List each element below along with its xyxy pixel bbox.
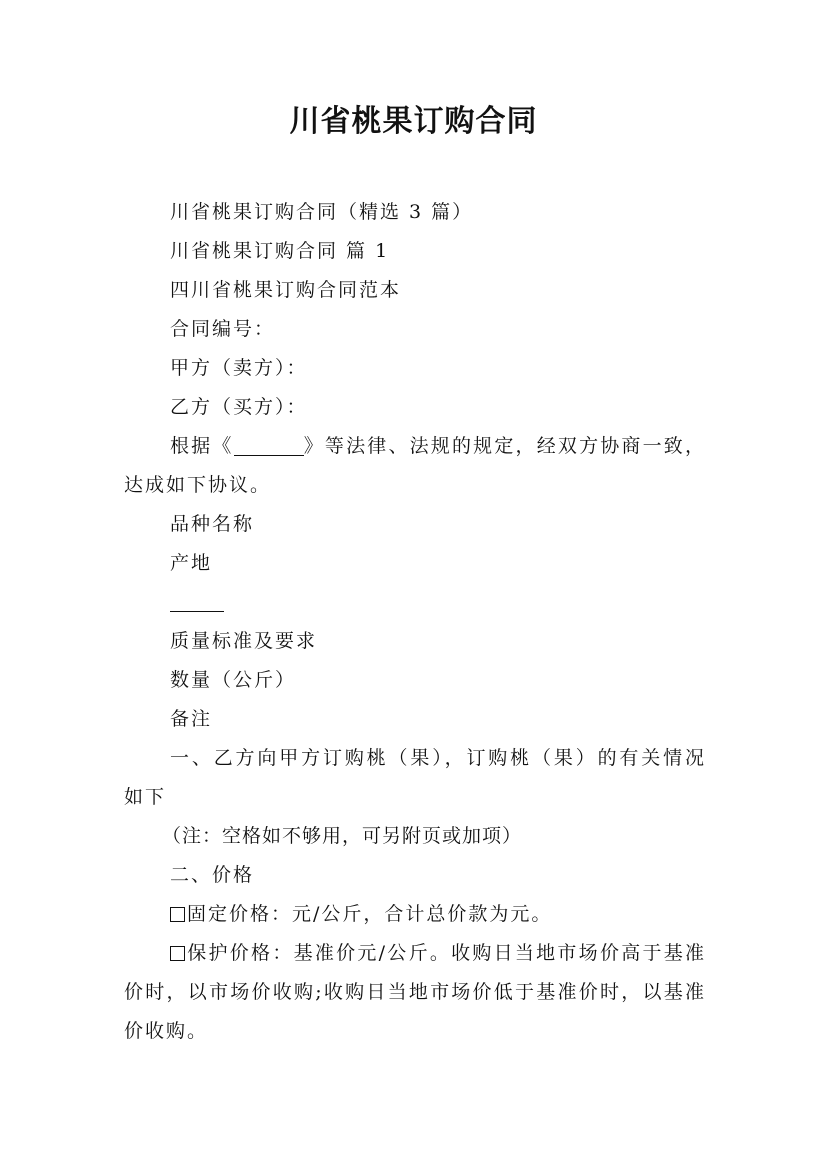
field-quantity: 数量（公斤） [170,669,297,691]
protect-price-checkbox[interactable] [170,946,185,961]
clause-one: 一、乙方向甲方订购桃（果），订购桃（果）的有关情况如下 [124,747,706,808]
paragraph-template-title: 四川省桃果订购合同范本 [170,279,402,301]
clause-note: （注：空格如不够用，可另附页或加项） [162,825,523,847]
field-remarks: 备注 [170,708,213,730]
fixed-price-text: 固定价格：元/公斤，合计总价款为元。 [187,903,553,925]
field-quality-standard: 质量标准及要求 [170,630,318,652]
legal-basis-suffix: 》等法律、法规的规定，经双方协商一致，达成如下协议。 [124,435,706,496]
paragraph-contract-number: 合同编号： [170,318,276,340]
blank-underline-row [124,583,706,622]
law-name-blank [234,435,304,456]
document-title: 川省桃果订购合同 [289,104,538,139]
protect-price-option [124,934,706,1051]
paragraph-party-b: 乙方（买方）： [170,396,308,418]
protect-price-text: 保护价格：基准价元/公斤。收购日当地市场价高于基准价时，以市场价收购;收购日当地市场价低于基准价时，以基准价收购。 [124,942,706,1042]
fixed-price-option [124,895,706,934]
blank-underline [170,611,224,612]
clause-two-heading: 二、价格 [170,864,255,886]
paragraph-legal-basis [124,427,706,505]
paragraph-subtitle: 川省桃果订购合同（精选 3 篇） [170,201,474,223]
field-variety-name: 品种名称 [170,513,255,535]
legal-basis-prefix: 根据《 [170,435,234,457]
fixed-price-checkbox[interactable] [170,907,185,922]
paragraph-party-a: 甲方（卖方）： [170,357,308,379]
document-body [124,193,706,1051]
paragraph-part-heading: 川省桃果订购合同 篇 1 [170,240,390,262]
field-origin: 产地 [170,552,213,574]
